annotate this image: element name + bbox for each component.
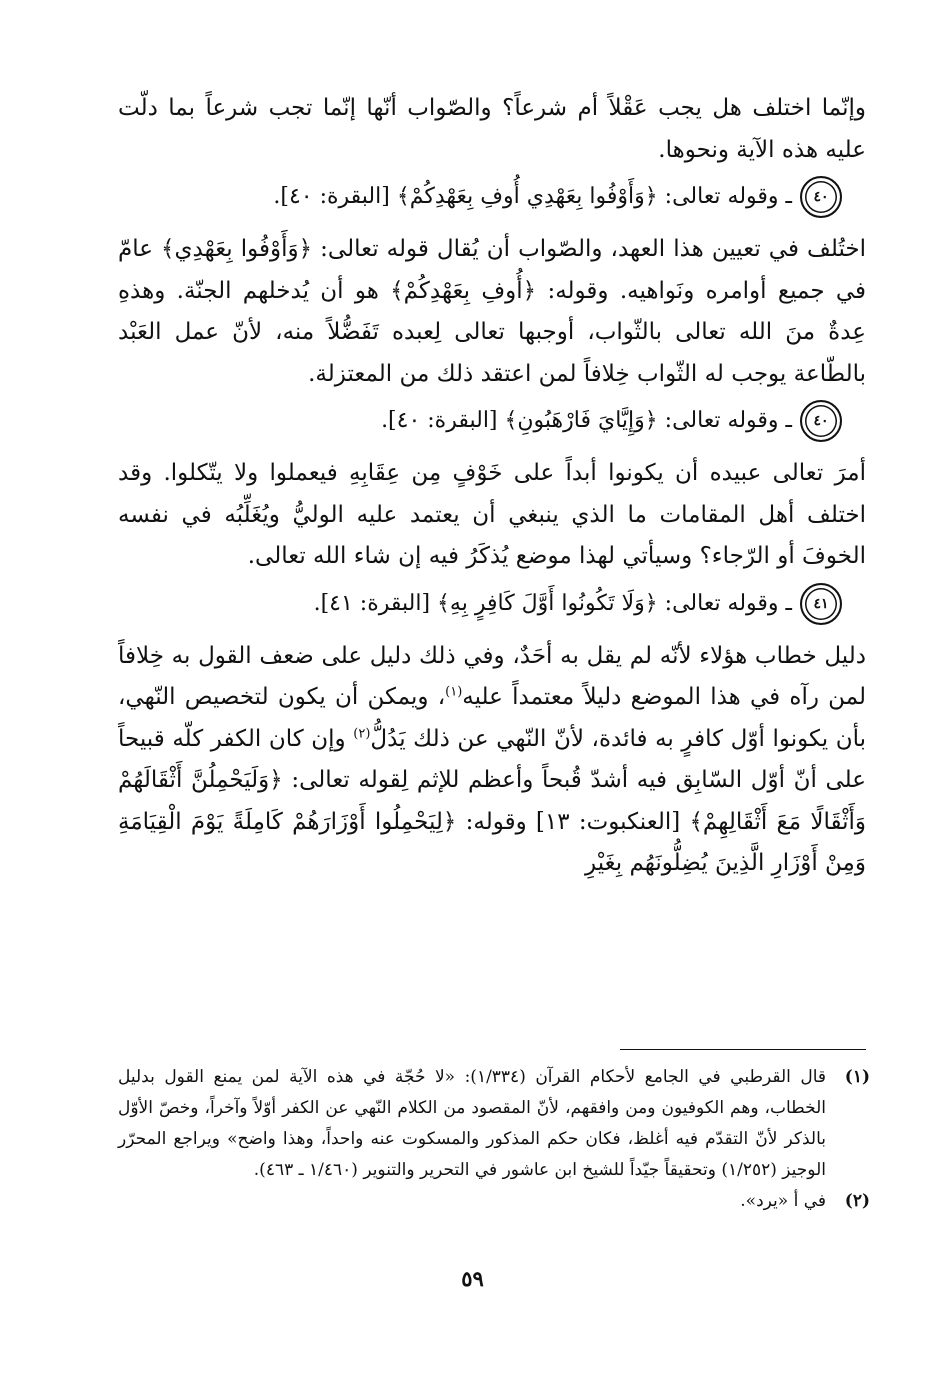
verse-heading-40-a bbox=[118, 175, 866, 219]
verse-quote: ـ وقوله تعالى: ﴿وَأَوْفُوا بِعَهْدِي أُوفِ بِعَهْدِكُمْ﴾ [البقرة: ٤٠]. bbox=[273, 184, 792, 209]
main-text bbox=[118, 88, 866, 885]
footnote-marker-1[interactable]: (١) bbox=[445, 684, 463, 700]
paragraph-2: اختُلف في تعيين هذا العهد، والصّواب أن يُقال قوله تعالى: ﴿وَأَوْفُوا بِعَهْدِي﴾ عامّ في جميع أوامره ونَواهيه. وقوله: ﴿أُوفِ بِعَهْدِكُمْ﴾ هو أن يُدخلهم الجنّة. وهذهِ عِدةٌ منَ الله تعالى بالثّواب، أوجبها تعالى لِعبده تَفَضُّلاً منه، لأنّ عمل العَبْد بالطّاعة يوجب له الثّواب خِلافاً لمن اعتقد ذلك من المعتزلة. bbox=[118, 236, 866, 387]
footnotes bbox=[118, 1062, 870, 1217]
page-number: ٥٩ bbox=[461, 1266, 484, 1291]
footnote-number: (١) bbox=[844, 1067, 870, 1087]
verse-number-badge: ٤٠ bbox=[800, 176, 842, 218]
footnote-marker-2[interactable]: (٢) bbox=[353, 725, 371, 741]
footnote-1 bbox=[118, 1062, 870, 1186]
footnote-2 bbox=[118, 1186, 870, 1217]
paragraph-4 bbox=[118, 636, 866, 885]
paragraph-4-part-1: دليل خطاب هؤلاء لأنّه لم يقل به أحَدٌ، وفي ذلك دليل على ضعف القول به خِلافاً لمن رآه في هذا الموضع دليلاً معتمداً عليه bbox=[118, 642, 866, 710]
verse-heading-40-b bbox=[118, 399, 866, 443]
paragraph-3: أمرَ تعالى عبيده أن يكونوا أبداً على خَوْفٍ مِن عِقَابِهِ فيعملوا ولا يتّكلوا. وقد اختلف أهل المقامات ما الذي ينبغي أن يعتمد عليه الوليُّ ويُغَلِّبُه في نفسه الخوفَ أو الرّجاء؟ وسيأتي لهذا موضع يُذكَرُ فيه إن شاء الله تعالى. bbox=[118, 460, 866, 569]
footnote-text: في أ «يرد». bbox=[740, 1191, 826, 1211]
footnote-number: (٢) bbox=[844, 1191, 870, 1211]
verse-quote: ـ وقوله تعالى: ﴿وَإِيَّايَ فَارْهَبُونِ﴾ [البقرة: ٤٠]. bbox=[381, 408, 792, 433]
paragraph-1: وإنّما اختلف هل يجب عَقْلاً أم شرعاً؟ والصّواب أنّها إنّما تجب شرعاً بما دلّت عليه هذه الآية ونحوها. bbox=[118, 95, 866, 163]
paragraph-4-part-3: وإن كان الكفر كلّه قبيحاً على أنّ أوّل السّابِق فيه أشدّ قُبحاً وأعظم للإثم لِقوله تعالى: ﴿وَلَيَحْمِلُنَّ أَثْقَالَهُمْ وَأَثْقَالًا مَعَ أَثْقَالِهِمْ﴾ [العنكبوت: ١٣] وقوله: ﴿لِيَحْمِلُوا أَوْزَارَهُمْ كَامِلَةً يَوْمَ الْقِيَامَةِ وَمِنْ أَوْزَارِ الَّذِينَ يُضِلُّونَهُم بِغَيْرِ bbox=[118, 725, 866, 876]
paragraph-4-part-2: ، ويمكن أن يكون لتخصيص النّهي، بأن يكونوا أوّل كافرٍ به فائدة، لأنّ النّهي عن ذلك يَدُلُّ bbox=[118, 684, 866, 752]
verse-heading-41 bbox=[118, 582, 866, 626]
verse-quote: ـ وقوله تعالى: ﴿وَلَا تَكُونُوا أَوَّلَ كَافِرٍ بِهِ﴾ [البقرة: ٤١]. bbox=[313, 590, 792, 616]
footnote-separator bbox=[620, 1049, 866, 1050]
verse-number-badge: ٤٠ bbox=[800, 400, 842, 442]
verse-number-badge: ٤١ bbox=[800, 583, 842, 625]
footnote-text: قال القرطبي في الجامع لأحكام القرآن (١/٣٣٤): «لا حُجّة في هذه الآية لمن يمنع القول بدليل الخطاب، وهم الكوفيون ومن وافقهم، لأنّ المقصود من الكلام النّهي عن الكفر أوّلاً وآخراً، وخصّ الأوّل بالذكر لأنّ التقدّم فيه أغلظ، فكان حكم المذكور والمسكوت عنه واحداً، وهذا واضح» ويراجع المحرّر الوجيز (١/٢٥٢) وتحقيقاً جيّداً للشيخ ابن عاشور في التحرير والتنوير (١/٤٦٠ ـ ٤٦٣). bbox=[118, 1067, 827, 1180]
